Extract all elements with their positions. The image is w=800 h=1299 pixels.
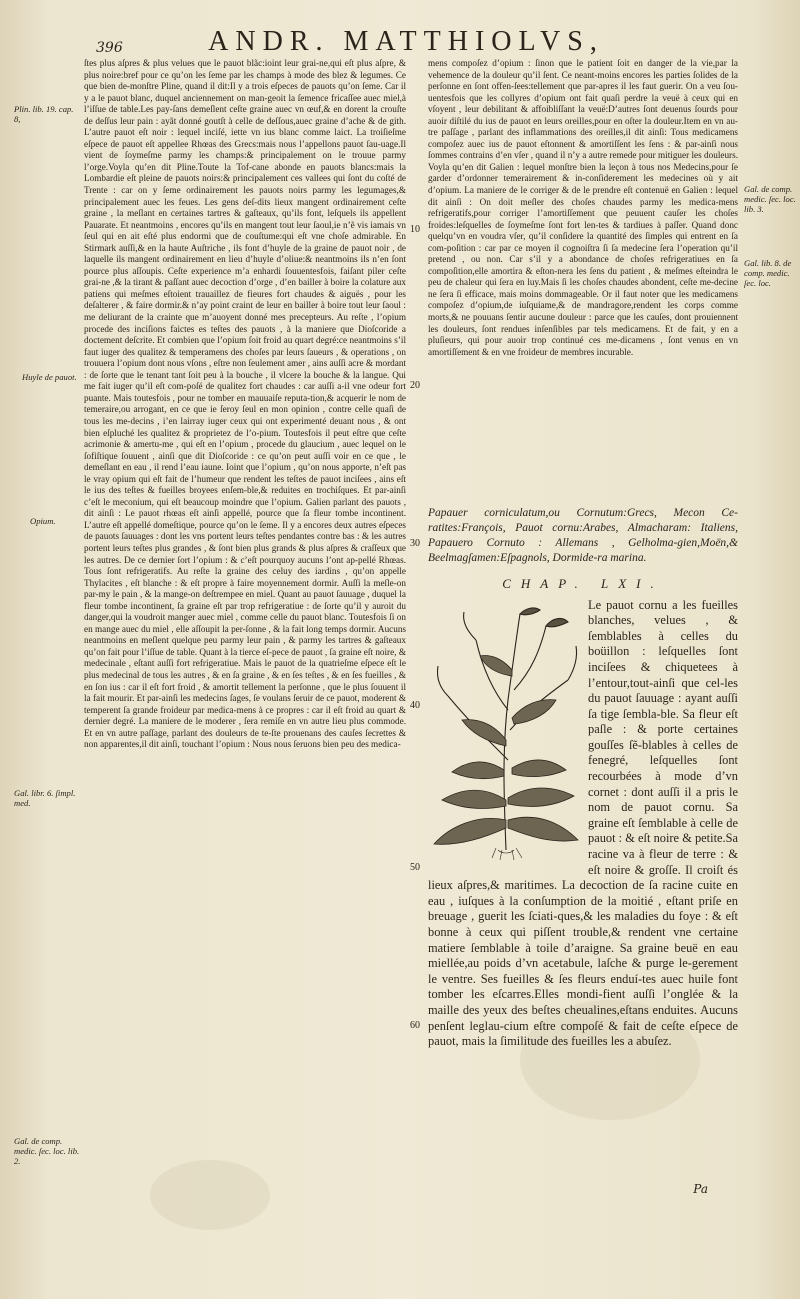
line-number: 10 bbox=[410, 224, 420, 235]
left-text-column bbox=[84, 58, 406, 1173]
body-paragraph: mens compoſez d’opium : ſinon que le patient ſoit en danger de la vie,par la vehemence de la douleur qu’il ſent. Ce neant-moins encores les parties ſolides de la perſonne en ſont offen-ſees:tellement que par-apres il les faut guerir. On a veu ſou-uentesfois que les collyres d’opium ont fait quaſi perdre la veuë à ceux qui en vſoyent , leur debilitant & affoibliſſant la veuë:D’autres ſont deuenus ſourds pour auoir diſtilé du ius de pauot en leurs oreilles,pour en oſter la douleur.Item en vn au-tre paſſage , parlant des inflammations des oreilles,il dit ainſi: Tous medicamens compoſez auec ius de pauot eſtonnent & amortiſſent les ſens : & par-ainſi nous ſommes contrains d’en vſer , quand il n’y a autre remede pour mitiguer les douleurs. Voyla qu’en dit Galien : lequel monſtre bien la leçon à tous nos Medecins,pour ſe garder d’ordonner temerairement & in-conſiderement les medecines où y ait d’opium. La maniere de le corriger & de le prendre eſt contenuë en Galien : lequel dit ainſi : On doit meſler des choſes chaudes parmy les medica-mens refrigeratifs,pour corriger l’amortiſſement que peuuent cauſer les choſes froides:leſquelles de ſoymeſme ſont fort len-tes & tardiues à paſſer. Quand donc quelqu’vn en voudra vſer, qu’il conſidere la quantité des ſimples qui entrent en ſa com-poſition : car par ce moyen il cognoiſtra ſi ſa medecine ſera l’operation qu’il pretend , ou non. Car s’il y a abondance de choſes refrigeratiues en ſa compoſition,elle amortira & eſton-nera les ſens du patient , & meſmes eſteindra le peu de chaleur qui ſera en luy.Mais ſi les choſes chaudes abondent, ceſte me-decine ne ſera ſi efficace, mais moins dommageable. Or il faut noter que les medicamens compoſez d’opium,de iuſquiame,& de mandragore,rendent les corps comme morts,& ne pouuans ſentir aucune douleur : parce que les cauſes, dont prouiennent les douleurs, ſont rendues inſenſibles par tels medicamens. Et de fait, y en a pluſieurs, qui pour auoir trop continué ces me-dicamens , ſont venus en vn amortiſſement & en vne froideur de membres incurable. bbox=[428, 58, 738, 357]
margin-note: Gal. de comp. medic. ſec. loc. lib. 3. bbox=[744, 184, 796, 214]
line-number: 20 bbox=[410, 380, 420, 391]
chapter-paragraph: Le pauot cornu a les fueilles blanches, velues , & ſemblables à celles du boüillon : leſquelles ſont inciſees & chiquetees à l’entour,tout-ainſi que cel-les du pauot ſauuage : ayant auſſi ſa tige ſembla-ble. Sa fleur eſt paſle : & porte certaines gouſſes ſẽ-blables à celles de fenegré, leſquelles ſont recourbées à mode d’vn cornet : dont auſſi il a pris le nom de pauot cornu. Sa graine eſt ſemblable à celle de pauot : & eſt noire & petite.Sa racine va à fleur de terre : & eſt noire & groſſe. Il croiſt és lieux aſpres,& maritimes. La decoction de ſa racine cuite en eau , iuſques à la conſumption de la moitié , eſtant priſe en breuage , guerit les ſciati-ques,& les maladies du foye : & eſt bonne à ceux qui piſſent trouble,& rendent vne certaine matiere ſemblable à toile d’araigne. Sa graine beuë en eau miellée,au poids d’vn acetabule, laſche & purge le-gerement le ventre. Ses fueilles & ſes fleurs enduí-tes auec huile font tomber les eſcarres.Elles mondi-fient auſſi l’onglée & la maille des yeux des beſtes cheualines,eſtans enduites. Aucuns penſent leglau-cium eſtre compoſé & fait de ceſte eſpece de pauot, mais la ſimilitude des fueilles les a abuſez. bbox=[428, 597, 738, 1049]
running-head: ANDR. MATTHIOLVS, bbox=[208, 26, 604, 57]
margin-note: Plin. lib. 19. cap. 8, bbox=[14, 104, 74, 124]
line-number: 60 bbox=[410, 1020, 420, 1031]
margin-note: Gal. libr. 6. ſimpl. med. bbox=[14, 788, 76, 808]
right-top-text bbox=[428, 58, 738, 498]
line-number: 30 bbox=[410, 538, 420, 549]
page-header bbox=[0, 22, 800, 56]
line-number: 50 bbox=[410, 862, 420, 873]
line-number: 40 bbox=[410, 700, 420, 711]
chapter-body bbox=[428, 598, 738, 1118]
page-number: 396 bbox=[96, 40, 123, 56]
right-text-column bbox=[428, 58, 738, 1118]
body-paragraph: ſtes plus aſpres & plus velues que le pauot blãc:ioint leur grai-ne,qui eſt plus aſpre, & plus noire:bref pour ce qu’on les ſeme par les champs à mode des blez & legumes. Ce que bien de-monſtre Pline, quand il dit:Il y a trois eſpeces de pauots qu’on ſeme. Car il y a le pauot blanc, duquel anciennement on man-geoit la ſemence fricaſſee auec miel,à l’iſſue de table.Les pay-ſans demeſlent ceſte graine auec vn œuf,& en dorent la crouſte de deſſus leur pain : ayãt donné goutſt à celle de deſſous,auec graine d’ache & de gith. L’autre pauot eſt noir : lequel inciſé, iette vn ius blanc comme laict. La troiſieſme eſpece de pauot eſt appellee Rhœas des Grecs:mais nous l’appellons pauot ſau-uage.Il vient de ſoymeſme parmy les champs:& principalement on le trouue parmy l’orge.Voyla qu’en dit Pline.Toute la Tof-cane abonde en pauots blancs:mais la Lombardie eſt pleine de pauots noirs:& principalement ces vallees qui ſont du coſté de Trente : car on y ſeme ordinairement les pauots noirs parmy les legumages,& principalement auec les feues. Les gens deſ-dits lieux mangent ordinairement ceſte graine , la meſlant en certaines tartres & gaſteaux, qu’ils font, leſquels ils appellent Pauarate. Et neantmoins , encores qu’ils en mangent tout leur ſaoul,ie n’ẽ vis iamais vn ſeul qui en ait eſté plus endormi que de couſtume:qui eſt vne choſe admirable. En Stirmark auſſi,& en la haute Auſtriche , ils font d’huyle de la graine de pauot noir , de laquelle ils mangent ordinairement en lieu d’huyle d’oliue:& neantmoins ils n’en ſont pource plus aſſoupis. Ceſte experience m’a enhardi ſouuentesfois, faiſant piler ceſte grai-ne ,& la tirant & paſſant auec decoction d’orge , d’en bailler à boire la colature aux patiens qui meſmes eſtoient trauaillez de fieures fort chaudes & aiguës , pour les deſalterer , & faire dormir.& n’ay point craint de leur en bailler à boire tout leur ſaoul : me deliurant de la crainte que m’auoyent donné mes precepteurs. Au reſte , l’opium procede des inciſions faictes es teſtes des pauots , à la maniere que Dioſcoride a doctement deſcrite. Et combien que l’opium ſoit froid au quart degré:ce neantmoins s’il faut iuger des qualitez & temperamens des choſes par leurs ſaueurs , & operations , on trouuera l’opium dont nous vſons , eſtre non ſeulement amer , ains auſſi acre & mordant : de ſorte que le tenant tant ſoit peu à la bouche , il vlcere la bouche & la langue. Qui me fait iuger qu’il eſt com-poſé de qualitez fort chaudes : car auſſi a-il vne odeur fort puante. Mais toutesfois , pour ne tomber en mauuaiſe reputa-tion,& acquerir le nom de temeraire,ou arrogant, en ce que ie ſeroy ſeul en mon opinion , contre celle quaſi de tous les me-decins , i’en lairray iuger ceux qui ont experimenté deuant nous , & ont bien eſpluché les qualitez & proprietez de l’o-pium. Toutesfois il peut eſtre que ceſte acrimonie & amertu-me , qui eſt en l’opium , procede du glaucium , auec lequel on le ſofiſtique ſouuent , ainſi que dit Dioſcoride : ce qu’on peut auſſi voir en ce que , le demeſlant en eau , il rend l’eau iaune. Ioint que l’opium , qu’on nous apporte, n’eſt pas le vray opium qui eſt fait de l’humeur que rendent les teſtes de pauot inciſees , ains eſt le ius des teſtes & fueilles broyees enſem-ble,& reduites en trochiſques. Et par-ainſi c’eſt le meconium, qui eſt beaucoup moindre que l’opium. Galien parlant des pauots , dit ainſi : Le pauot rhœas eſt ainſi appellé, pource que ſa fleur tombe incontinent. L’autre eſt appellé domeſtique, pource qu’on le ſeme. Il y a encores deux autres eſpeces de pauots ſauuages : dont les vns portent leurs teſtes pendantes contre bas : & les autres portent leurs teſtes plus grandes , & ſont bien plus grands & plus aſpres & craſſeux que les autres. De ce dernier ſort l’opium : & c’eſt pourquoy aucuns l’ont ap-pellé Rhœas. Tous ſont refrigeratifs. Au reſte la graine des celuy des iardins , qu’on appelle Thylacites , eſt blanche : & eſt propre à faire moyennement dormir. Auſſi la meſle-on par-my le pain , & la mange-on deſtrempee en miel. Quant au pauot ſauuage , duquel la fleur tombe incontinent, ſa graine eſt par trop refrigeratiue : de ſorte qu’il y auroit du danger,qui la voudroit manger auec miel , comme celle du pauot blanc. Toutesfois ſi on en mange auec du miel , elle aſſoupit la per-ſonne , & la fait long temps dormir. Aucuns neantmoins en meſlent quelque peu parmy leur pain , & parmy les tartres & gaſteaux qu’on fait pour l’iſſue de table. Quant à la tierce eſ-pece de pauot , ſa graine eſt noire, & medecinale , eſtant auſſi fort refrigeratiue. Mais le pauot de la quatrieſme eſpece eſt le plus medecinal de tous les autres , & en ſa graine , & en ſes teſtes , & en ſes fueilles , & en ſon ius : car il eſt fort froid , & amortit tellement la perſonne , que le plus ſouuent il la fait mourir. Et par-ainſi les medecins ſages, ſe voulans ſeruir de ce pauot, moderent & temperent ſa grande froideur par medica-mens à ce propres : car il eſt froid au quart & dernier degré. La maniere de le moderer , ſera remiſe en vn autre lieu plus commode. Et en vn autre paſſage, parlant des douleurs de te-ſte prouenans des cauſes ſecrettes & non apparentes,il dit ainſi, touchant l’opium : Nous nous ſeruons bien peu des medica- bbox=[84, 58, 406, 750]
horned-poppy-woodcut bbox=[428, 600, 583, 860]
margin-note: Gal. de comp. medic. ſec. loc. lib. 2. bbox=[14, 1136, 80, 1166]
synonyms-paragraph: Papauer corniculatum,ou Cornutum:Grecs, Mecon Ce-ratites:François, Pauot cornu:Arabes, Almacharam: Italiens, Papauero Cornuto : Allemans , Gelholma-gien,Moën,& Beelmagſamen:Eſpagnols, Dormide-ra marina. bbox=[428, 507, 738, 564]
margin-note: Opium. bbox=[30, 516, 56, 526]
margin-note: Gal. lib. 8. de comp. medic. ſec. loc. bbox=[744, 258, 792, 288]
margin-note: Huyle de pauot. bbox=[22, 372, 77, 382]
chapter-heading: CHAP. LXI. bbox=[502, 576, 664, 591]
catchword: Pa bbox=[693, 1182, 708, 1196]
